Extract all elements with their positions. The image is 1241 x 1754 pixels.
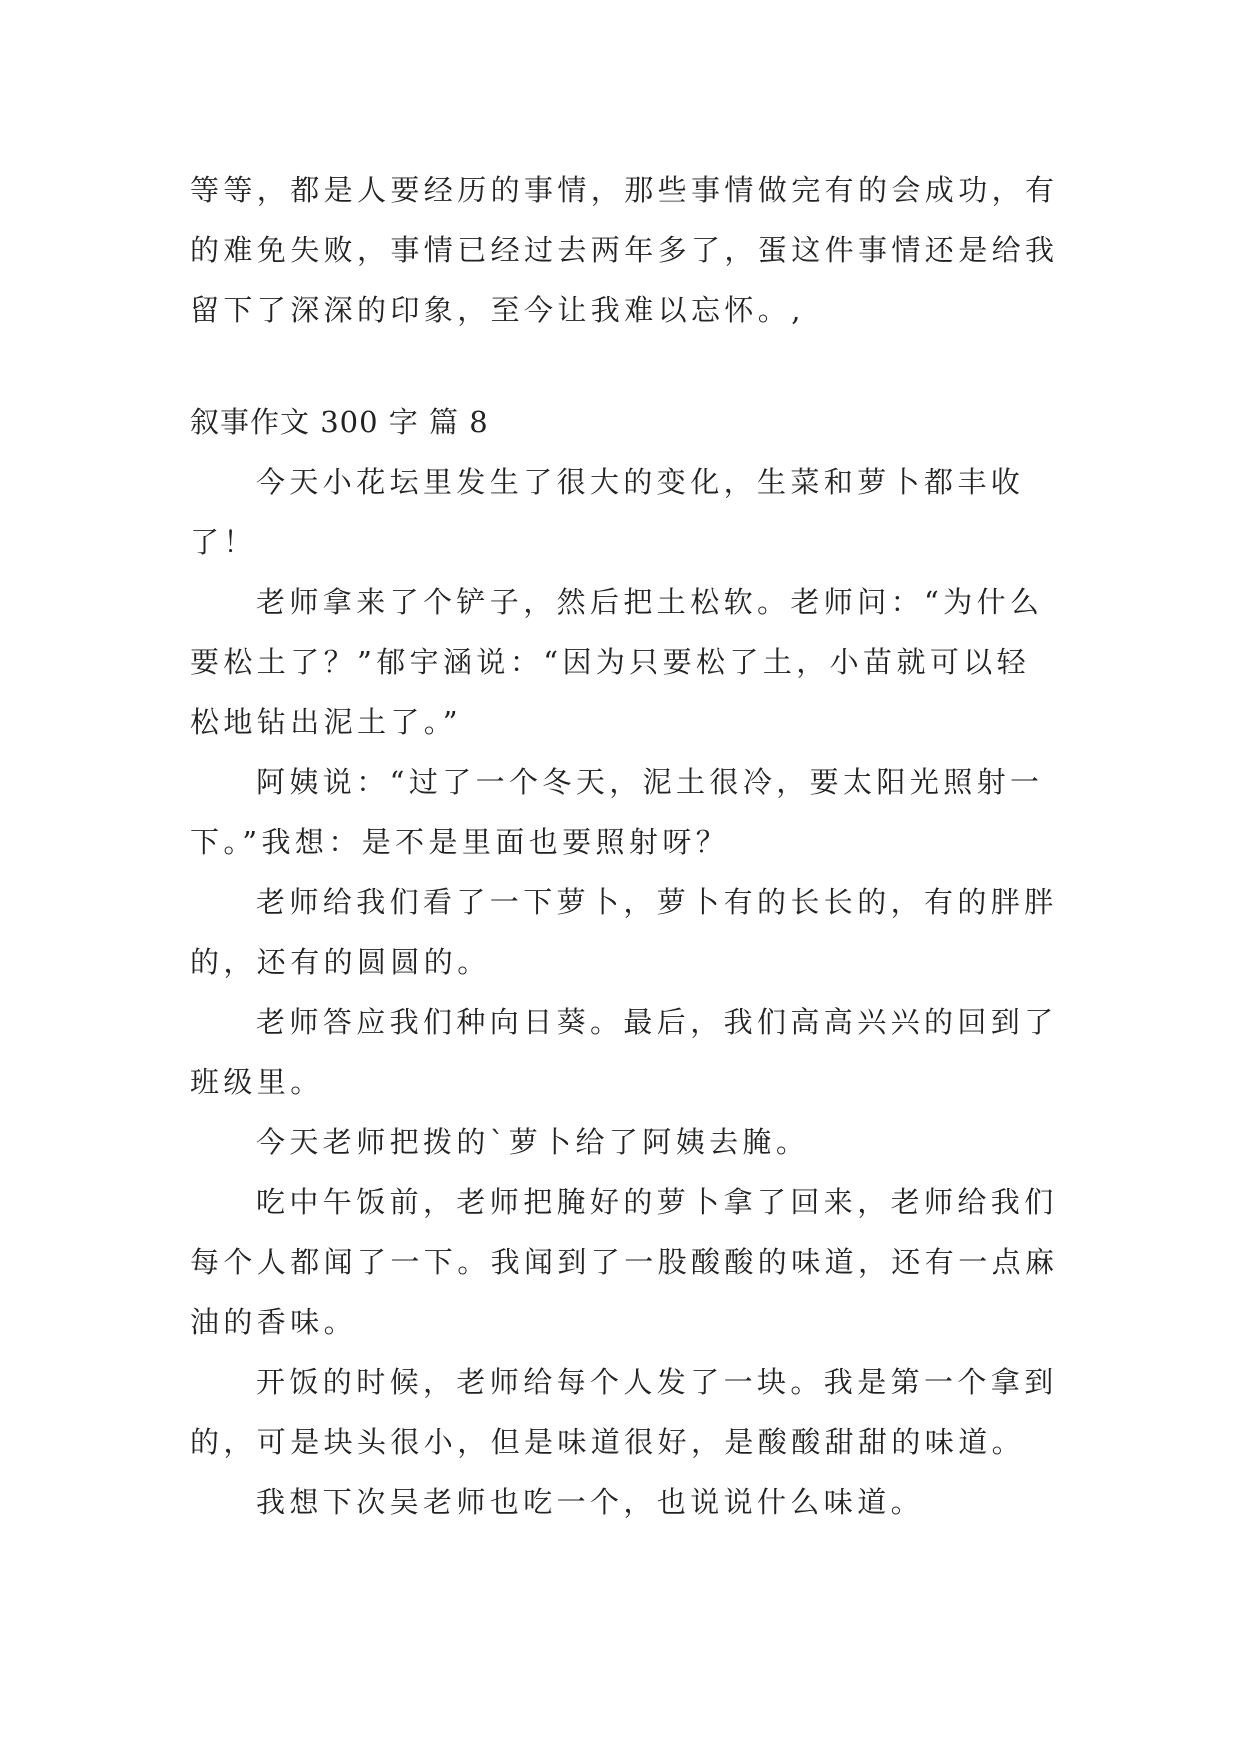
paragraph-line: 老师答应我们种向日葵。最后，我们高高兴兴的回到了	[256, 1005, 1058, 1039]
paragraph-line: 要松土了？”郁宇涵说：“因为只要松了土，小苗就可以轻	[190, 645, 1031, 679]
intro-line-1: 等等，都是人要经历的事情，那些事情做完有的会成功，有	[190, 173, 1059, 207]
section-title: 叙事作文 300 字 篇 8	[190, 405, 489, 439]
paragraph-line: 老师给我们看了一下萝卜，萝卜有的长长的，有的胖胖	[256, 885, 1058, 919]
paragraph-line: 班级里。	[190, 1065, 324, 1099]
intro-line-2: 的难免失败，事情已经过去两年多了，蛋这件事情还是给我	[190, 233, 1059, 267]
paragraph-line: 每个人都闻了一下。我闻到了一股酸酸的味道，还有一点麻	[190, 1245, 1059, 1279]
paragraph-line: 我想下次吴老师也吃一个，也说说什么味道。	[256, 1485, 925, 1519]
paragraph-line: 今天小花坛里发生了很大的变化，生菜和萝卜都丰收	[256, 465, 1025, 499]
paragraph-line: 了！	[190, 525, 257, 559]
paragraph-line: 阿姨说：“过了一个冬天，泥土很冷，要太阳光照射一	[256, 765, 1044, 799]
paragraph-line: 吃中午饭前，老师把腌好的萝卜拿了回来，老师给我们	[256, 1185, 1058, 1219]
paragraph-line: 下。”我想：是不是里面也要照射呀？	[190, 825, 730, 859]
paragraph-line: 的，可是块头很小，但是味道很好，是酸酸甜甜的味道。	[190, 1425, 1026, 1459]
paragraph-line: 今天老师把拨的`萝卜给了阿姨去腌。	[256, 1125, 810, 1159]
paragraph-line: 的，还有的圆圆的。	[190, 945, 491, 979]
paragraph-line: 松地钻出泥土了。”	[190, 705, 462, 739]
paragraph-line: 开饭的时候，老师给每个人发了一块。我是第一个拿到	[256, 1365, 1058, 1399]
intro-line-3: 留下了深深的印象，至今让我难以忘怀。,	[190, 293, 805, 327]
paragraph-line: 老师拿来了个铲子，然后把土松软。老师问：“为什么	[256, 585, 1044, 619]
paragraph-line: 油的香味。	[190, 1305, 358, 1339]
